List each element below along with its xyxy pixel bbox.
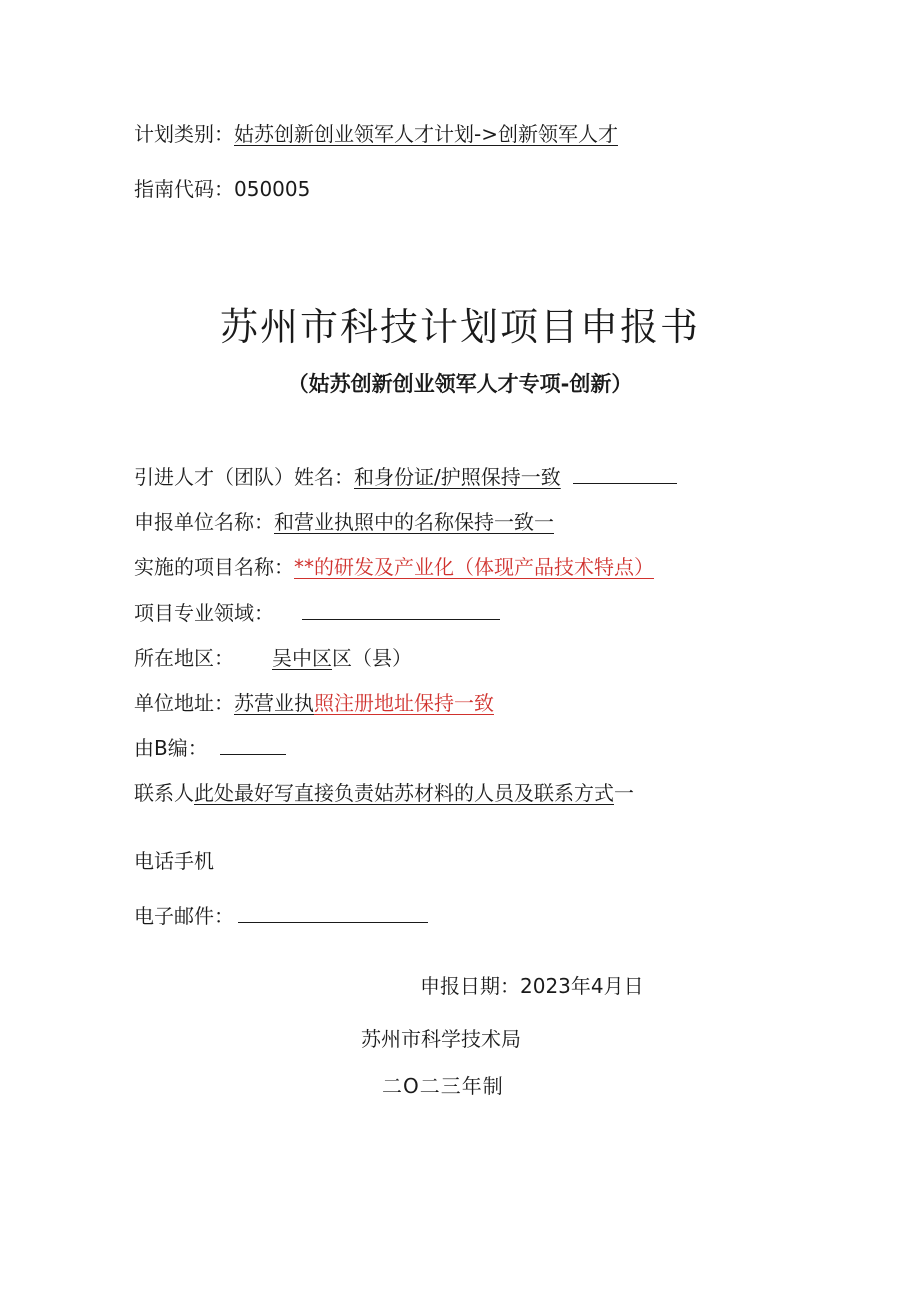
unit-address-line [134,689,494,717]
email-label: 电子邮件： [134,904,234,928]
talent-name-line [134,463,677,491]
contact-line [134,779,634,807]
talent-name-label: 引进人才（团队）姓名： [134,465,354,489]
email-line [134,902,428,930]
region-value-underlined: 吴中区 [272,646,332,670]
phone-label: 电话手机 [134,849,214,873]
project-field-label: 项目专业领域： [134,601,274,625]
talent-name-blank[interactable] [573,463,677,484]
talent-name-value: 和身份证/护照保持一致 [354,465,561,489]
plan-category-value: 姑苏创新创业领军人才计划->创新领军人才 [234,122,618,146]
project-name-value: **的研发及产业化（体现产品技术特点） [294,555,654,579]
document-title: 苏州市科技计划项目申报书 [219,305,700,349]
project-field-line [134,599,500,627]
made-year: 二O二三年制 [382,1074,504,1098]
unit-name-label: 申报单位名称： [134,510,274,534]
email-blank[interactable] [238,902,428,923]
guide-code-line [134,175,310,203]
issuer-name: 苏州市科学技术局 [361,1027,521,1051]
application-date: 申报日期：2023年4月日 [420,974,644,998]
document-subtitle: （姑苏创新创业领军人才专项-创新） [287,372,633,396]
region-value-rest: 区（县） [332,646,412,670]
contact-suffix: 一 [614,781,634,805]
unit-address-label: 单位地址： [134,691,234,715]
postcode-line [134,734,286,762]
unit-address-value-red: 照注册地址保持一致 [314,691,494,715]
project-name-label: 实施的项目名称： [134,555,294,579]
project-name-line [134,553,654,581]
contact-label: 联系人 [134,781,194,805]
guide-code-value: 050005 [234,177,311,201]
unit-name-line [134,508,554,536]
region-line [134,644,412,672]
guide-code-label: 指南代码： [134,177,234,201]
plan-category-line [134,120,618,148]
contact-value: 此处最好写直接负责姑苏材料的人员及联系方式 [194,781,614,805]
region-label: 所在地区： [134,646,234,670]
unit-address-value-black: 苏营业执 [234,691,314,715]
phone-line [134,847,214,875]
plan-category-label: 计划类别： [134,122,234,146]
postcode-label: 由B编： [134,736,208,760]
postcode-blank[interactable] [220,734,286,755]
project-field-blank[interactable] [302,599,500,620]
unit-name-value: 和营业执照中的名称保持一致一 [274,510,554,534]
